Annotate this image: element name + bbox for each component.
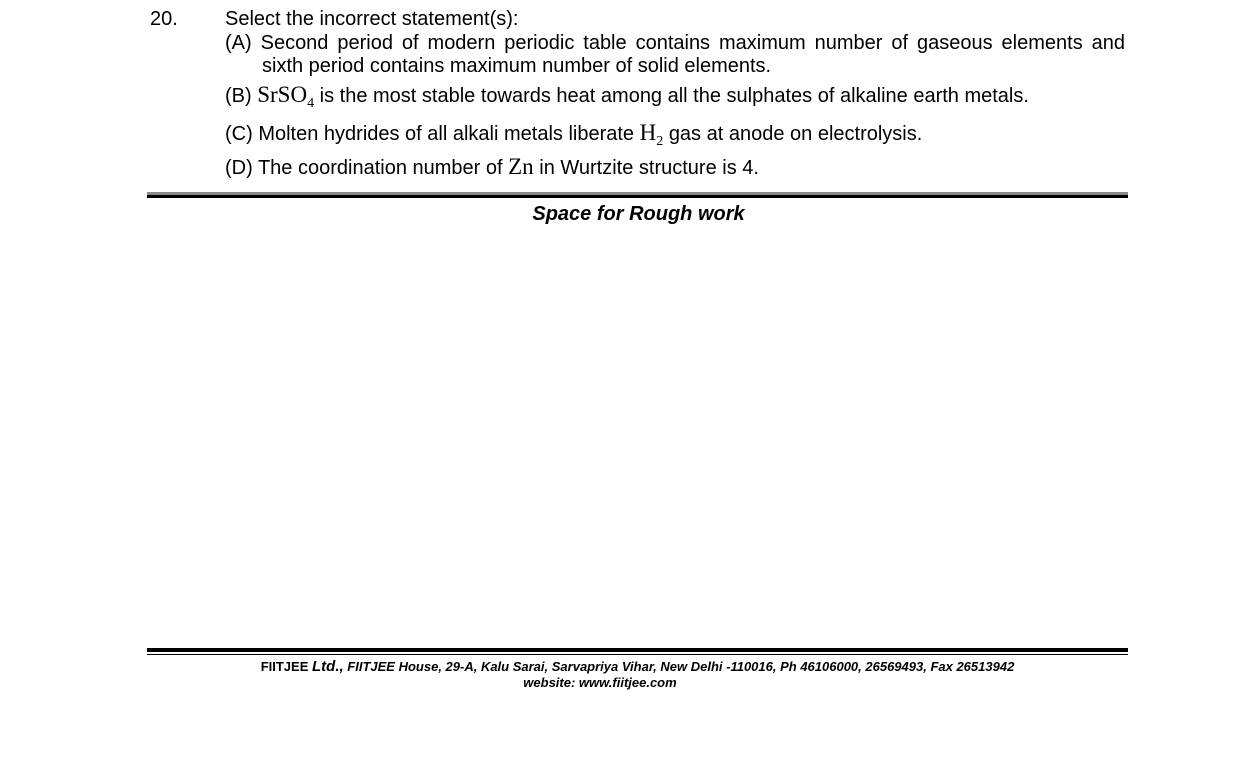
option-c-formula-subscript: 2: [656, 134, 664, 149]
option-b-formula-base: SrSO: [257, 82, 308, 107]
option-a-line-2: sixth period contains maximum number of solid elements.: [262, 55, 772, 77]
option-d: [225, 155, 759, 180]
question-stem: Select the incorrect statement(s):: [225, 8, 519, 30]
rough-work-heading: Space for Rough work: [532, 203, 745, 225]
option-d-text-after: in Wurtzite structure is 4.: [539, 157, 759, 179]
option-c-text-before: (C) Molten hydrides of all alkali metals liberate: [225, 123, 635, 145]
option-c-formula-base: H: [639, 120, 657, 145]
option-b-formula-subscript: 4: [307, 96, 315, 111]
option-c-text-after: gas at anode on electrolysis.: [668, 123, 923, 145]
footer-address: FIITJEE House, 29-A, Kalu Sarai, Sarvapriya Vihar, New Delhi -110016, Ph 46106000, 26569493, Fax 26513942: [347, 659, 1015, 674]
option-b-formula: [257, 82, 315, 111]
top-divider-black: [147, 195, 1128, 198]
option-a-line-1: (A) Second period of modern periodic table contains maximum number of gaseous elements and: [225, 32, 1125, 54]
bottom-divider-thick: [147, 648, 1128, 652]
footer-ltd: Ltd.,: [312, 658, 344, 675]
footer-address-line: [0, 659, 1238, 675]
option-d-formula: Zn: [508, 154, 534, 179]
option-b: [225, 82, 1029, 111]
footer-website: website: www.fiitjee.com: [523, 675, 677, 690]
rough-work-area: [147, 230, 1128, 640]
question-number: 20.: [150, 8, 178, 30]
option-d-text-before: (D) The coordination number of: [225, 157, 503, 179]
option-c: [225, 120, 923, 149]
footer-brand: FIITJEE: [260, 659, 309, 674]
bottom-divider-thin: [147, 654, 1128, 655]
option-c-formula: [639, 120, 664, 149]
option-b-label: (B): [225, 85, 252, 107]
option-b-text: is the most stable towards heat among all the sulphates of alkaline earth metals.: [319, 85, 1029, 107]
